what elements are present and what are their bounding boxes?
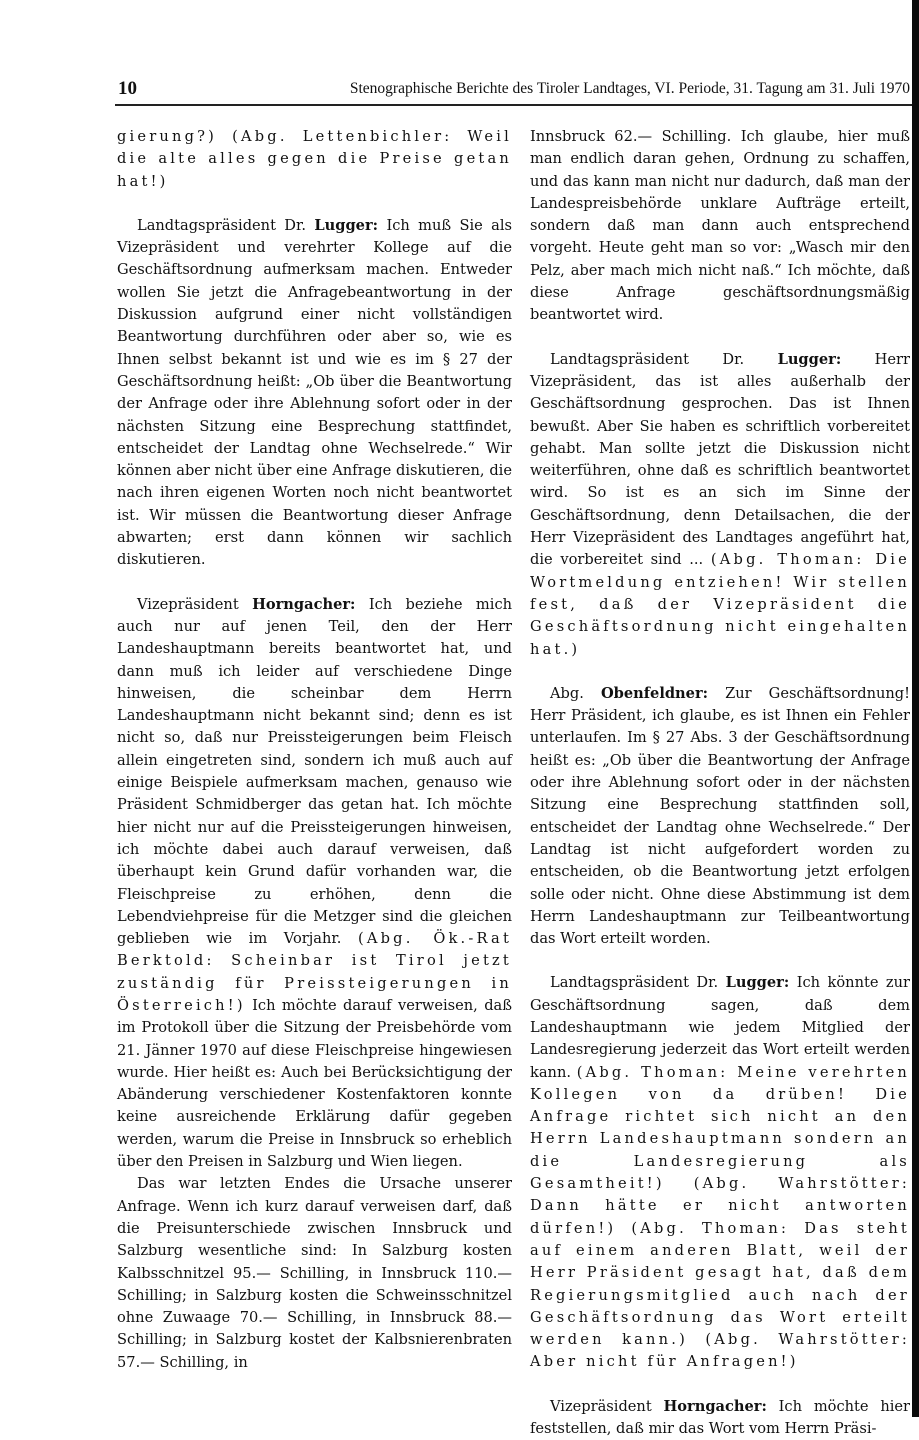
speech-text: Zur Geschäftsordnung! Herr Präsident, ich glaube, es ist Ihnen ein Fehler unterlaufen. Im § 27 Abs. 3 der Geschäftsordnung heißt es: „Ob über die Beantwortung der Anfrage oder ihre Ablehnung sofort oder in der nächsten Sitzung eine Besprechung stattfinden soll, entscheidet der Landtag ohne Wechselrede.“ Der Landtag ist nicht aufgefordert worden zu entscheiden, ob die Beantwortung jetzt erfolgen solle oder nicht. Ohne diese Abstimmung ist dem Herrn Landeshauptmann zur Teilbeantwortung das Wort erteilt worden. bbox=[530, 684, 911, 948]
paragraph bbox=[117, 215, 512, 572]
speaker-name: Lugger: bbox=[725, 974, 790, 992]
speaker-name: Horngacher: bbox=[252, 595, 356, 613]
speech-text: Ich beziehe mich auch nur auf jenen Teil, den der Herr Landeshauptmann bereits beantwortet hat, und dann muß ich leider auf verschiedene Dinge hinweisen, die scheinbar dem Herrn Landeshauptmann nicht bekannt sind; denn es ist nicht so, daß nur Preissteigerungen beim Fleisch allein eingetreten sind, sondern ich muß auch auf einige Beispiele aufmerksam machen, genauso wie Präsident Schmidberger das getan hat. Ich möchte hier nicht nur auf die Preissteigerungen hinweisen, ich möchte dabei auch darauf verweisen, daß überhaupt kein Grund dafür vorhanden war, die Fleischpreise zu erhöhen, denn die Lebendviehpreise für die Metzger sind die gleichen geblieben wie im Vorjahr. bbox=[117, 595, 513, 948]
speaker-name: Horngacher: bbox=[663, 1397, 767, 1415]
interjection: gierung?) (Abg. Lettenbichler: Weil die alte alles gegen die Preise getan hat!) bbox=[117, 128, 512, 190]
interjection: (Abg. Ök.-Rat Berktold: Scheinbar ist Tirol jetzt zuständig für Preissteigerungen in Österreich!) bbox=[117, 930, 513, 1014]
paragraph bbox=[117, 1173, 512, 1374]
paragraph bbox=[530, 126, 910, 327]
page-number: 10 bbox=[118, 78, 137, 99]
speaker-role: Landtagspräsident Dr. bbox=[550, 974, 719, 992]
speech-text: Ich möchte hier feststellen, daß mir das Wort vom Herrn Präsi- bbox=[530, 1397, 911, 1438]
speech-text: Herr Vizepräsident, das ist alles außerhalb der Geschäftsordnung gesprochen. Das ist Ihnen bewußt. Aber Sie haben es schriftlich vorbereitet gehabt. Man sollte jetzt die Diskussion nicht weiterführen, ohne daß es schriftlich beantwortet wird. So ist es an sich im Sinne der Geschäftsordnung, denn Detailsachen, die der Herr Vizepräsident des Landtages angeführt hat, die vorbereitet sind ... bbox=[530, 350, 910, 569]
header-rule bbox=[115, 104, 912, 106]
paragraph bbox=[117, 126, 512, 193]
speech-text: Ich möchte darauf verweisen, daß im Protokoll über die Sitzung der Preisbehörde vom 21. Jänner 1970 auf diese Fleischpreise hingewiesen wurde. Hier heißt es: Auch bei Berücksichtigung der Abänderung verschiedener Kostenfaktoren konnte keine ausreichende Erklärung dafür gegeben werden, warum die Preise in Innsbruck so erheblich über den Preisen in Salzburg und Wien liegen. bbox=[117, 996, 513, 1171]
speech-text: Das war letzten Endes die Ursache unserer Anfrage. Wenn ich kurz darauf verweisen darf, daß die Preisunterschiede zwischen Innsbruck und Salzburg wesentliche sind: In Salzburg kosten Kalbsschnitzel 95.— Schilling, in Innsbruck 110.— Schilling; in Salzburg kosten die Schweinsschnitzel ohne Zuwaage 70.— Schilling, in Innsbruck 88.— Schilling; in Salzburg kostet der Kalbsnierenbraten 57.— Schilling, in bbox=[117, 1175, 512, 1371]
speech-text: Ich könnte zur Geschäftsordnung sagen, daß dem Landeshauptmann wie jedem Mitglied der Landesregierung jederzeit das Wort erteilt werden kann. bbox=[530, 974, 910, 1081]
speaker-name: Lugger: bbox=[314, 216, 379, 234]
paragraph bbox=[530, 349, 910, 661]
paragraph bbox=[530, 1396, 910, 1440]
speech-text: Ich muß Sie als Vizepräsident und verehrter Kollege auf die Geschäftsordnung aufmerksam machen. Entweder wollen Sie jetzt die Anfragebeantwortung in der Diskussion aufgrund einer nicht vollständigen Beantwortung durchführen oder aber so, wie es Ihnen selbst bekannt ist und wie es im § 27 der Geschäftsordnung heißt: „Ob über die Beantwortung der Anfrage oder ihre Ablehnung sofort oder in der nächsten Sitzung eine Besprechung stattfindet, entscheidet der Landtag ohne Wechselrede.“ Wir können aber nicht über eine Anfrage diskutieren, die nach ihren eigenen Worten noch nicht beantwortet ist. Wir müssen die Beantwortung dieser Anfrage abwarten; erst dann können wir sachlich diskutieren. bbox=[117, 216, 513, 569]
left-column bbox=[117, 126, 512, 1374]
paragraph bbox=[117, 594, 512, 1174]
running-title: Stenographische Berichte des Tiroler Landtages, VI. Periode, 31. Tagung am 31. Juli 1970 bbox=[349, 80, 910, 97]
interjection: (Abg. Thoman: Die Wortmeldung entziehen! Wir stellen fest, daß der Vizepräsident die Geschäftsordnung nicht eingehalten hat.) bbox=[530, 551, 911, 658]
interjection: (Abg. Thoman: Meine verehrten Kollegen von da drüben! Die Anfrage richtet sich nicht an den Herrn Landeshauptmann sondern an die Landesregierung als Gesamtheit!) (Abg. Wahrstötter: Dann hätte er nicht antworten dürfen!) (Abg. Thoman: Das steht auf einem anderen Blatt, weil der Herr Präsident gesagt hat, daß dem Regierungsmitglied auch nach der Geschäftsordnung das Wort erteilt werden kann.) (Abg. Wahrstötter: Aber nicht für Anfragen!) bbox=[530, 1063, 911, 1371]
speaker-role: Abg. bbox=[550, 684, 584, 702]
page-header bbox=[118, 76, 910, 102]
speaker-role: Vizepräsident bbox=[137, 595, 239, 613]
speaker-role: Landtagspräsident Dr. bbox=[137, 216, 307, 234]
paragraph bbox=[530, 683, 910, 951]
speaker-role: Landtagspräsident Dr. bbox=[550, 350, 745, 368]
right-column bbox=[530, 126, 910, 1440]
speaker-name: Obenfeldner: bbox=[600, 684, 709, 702]
paragraph bbox=[530, 972, 910, 1373]
scan-border bbox=[912, 0, 919, 1417]
speaker-role: Vizepräsident bbox=[550, 1397, 652, 1415]
speech-text: Innsbruck 62.— Schilling. Ich glaube, hier muß man endlich daran gehen, Ordnung zu schaffen, und das kann man nicht nur dadurch, daß man der Landespreisbehörde unklare Aufträge erteilt, sondern daß man dann auch entsprechend vorgeht. Heute geht man so vor: „Wasch mir den Pelz, aber mach mich nicht naß.“ Ich möchte, daß diese Anfrage geschäftsordnungsmäßig beantwortet wird. bbox=[530, 128, 910, 324]
speaker-name: Lugger: bbox=[777, 350, 842, 368]
